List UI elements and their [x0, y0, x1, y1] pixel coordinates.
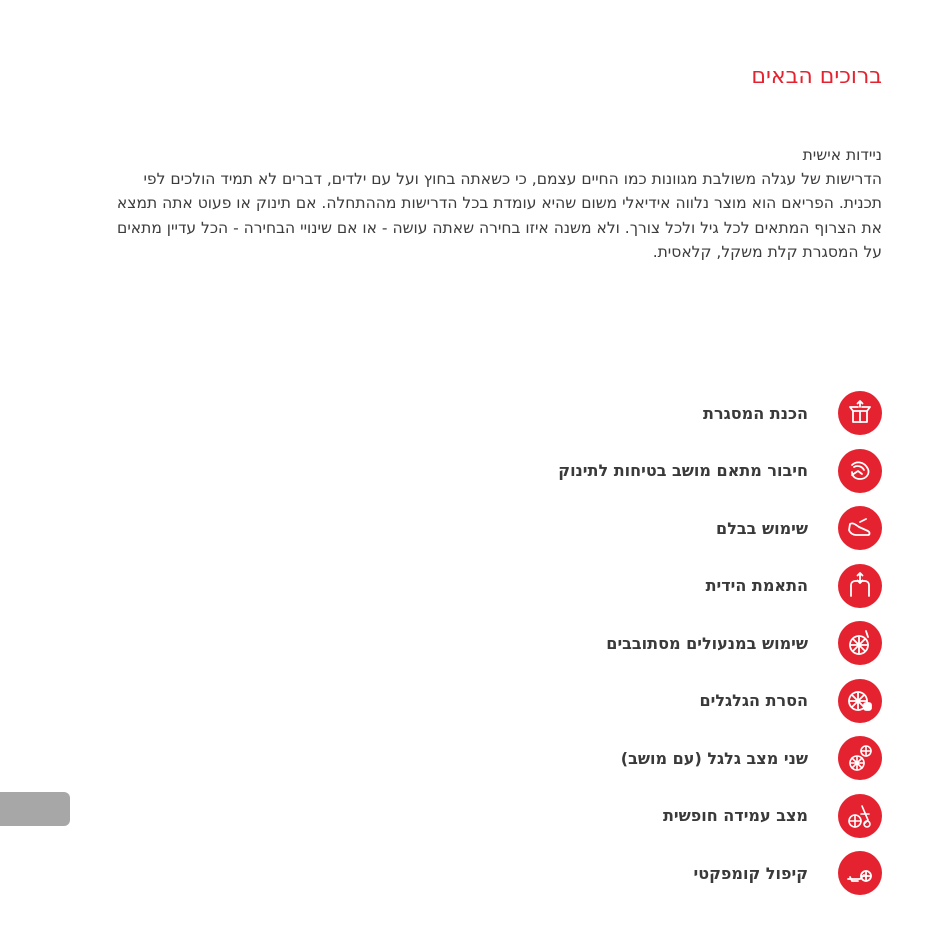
wheel-removal-icon	[838, 679, 882, 723]
feature-label: הכנת המסגרת	[703, 403, 808, 423]
feature-item-frame[interactable]	[322, 391, 882, 435]
feature-item-swivel[interactable]	[322, 621, 882, 665]
feature-label: הסרת הגלגלים	[699, 691, 808, 710]
handlebar-adjust-icon	[838, 564, 882, 608]
feature-item-car-seat[interactable]	[322, 449, 882, 493]
feature-item-wheel-modes[interactable]	[322, 736, 882, 780]
intro-body: הדרישות של עגלה משולבת מגוונות כמו החיים עצמם, כי כשאתה בחוץ ועל עם ילדים, דברים לא תמיד הולכים לפי תכנית. הפריאם הוא מוצר נלווה אידיאלי משום שהיא עומדת בכל הדרישות מההתחלה. אם תינוק או פעוט אתה תמצא את הצרוף המתאים לכל גיל ולכל צורך. ולא משנה איזו בחירה שאתה עושה - או אם שינויי הבחירה - הכל עדיין מתאים על המסגרת קלת משקל, קלאסית.	[116, 170, 882, 261]
feature-item-brake[interactable]	[322, 506, 882, 550]
free-standing-icon	[838, 794, 882, 838]
brake-foot-icon	[838, 506, 882, 550]
intro-subtitle: ניידות אישית	[802, 146, 882, 164]
swivel-lock-icon	[838, 621, 882, 665]
feature-label: שימוש במנעולים מסתובבים	[606, 633, 808, 653]
car-seat-icon	[838, 449, 882, 493]
feature-label: חיבור מתאם מושב בטיחות לתינוק	[558, 461, 808, 480]
feature-item-wheel-removal[interactable]	[322, 679, 882, 723]
feature-label: התאמת הידית	[705, 576, 808, 595]
feature-label: שימוש בבלם	[716, 518, 808, 538]
side-tab	[0, 792, 70, 826]
feature-label: מצב עמידה חופשית	[662, 806, 808, 825]
feature-item-handlebar[interactable]	[322, 564, 882, 608]
feature-item-free-standing[interactable]	[322, 794, 882, 838]
frame-box-icon	[838, 391, 882, 435]
feature-item-compact-fold[interactable]	[322, 851, 882, 895]
compact-fold-icon	[838, 851, 882, 895]
wheel-modes-icon	[838, 736, 882, 780]
feature-label: שני מצב גלגל (עם מושב)	[620, 748, 808, 768]
feature-label: קיפול קומפקטי	[693, 863, 808, 883]
intro-section	[112, 143, 882, 264]
page-title: ברוכים הבאים	[751, 64, 882, 89]
